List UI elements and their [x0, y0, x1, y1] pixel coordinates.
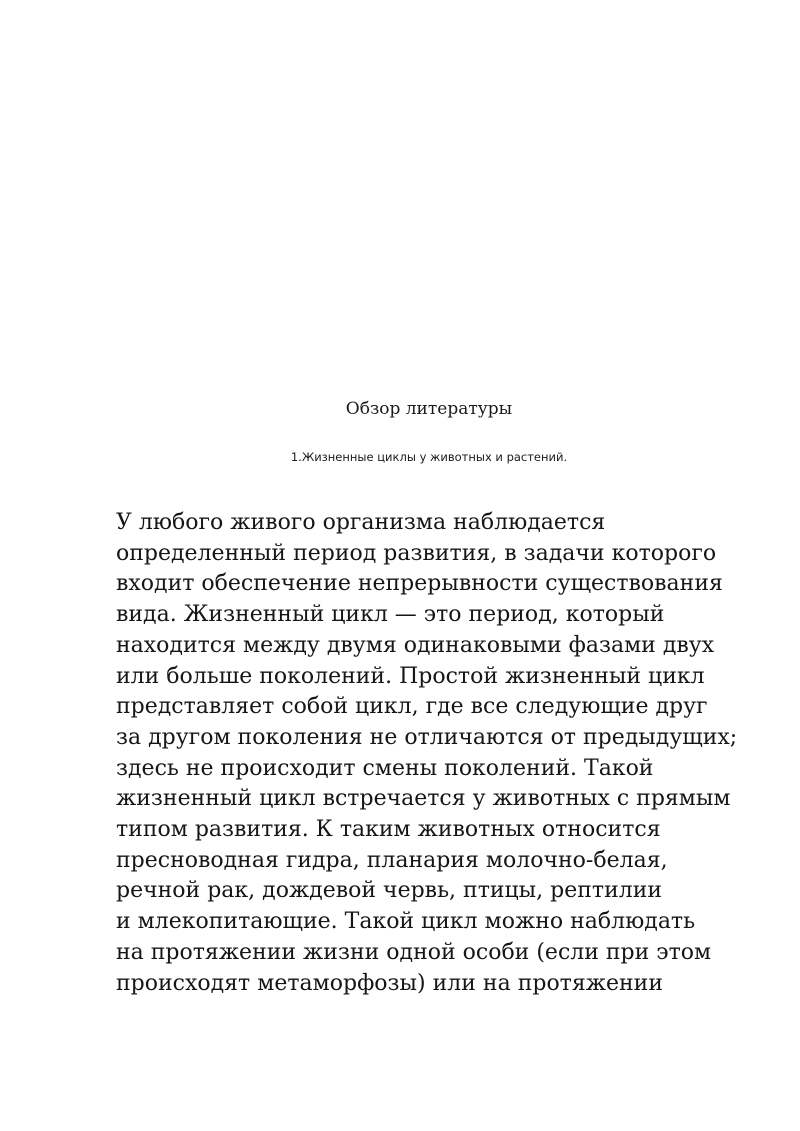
paragraph-line: за другом поколения не отличаются от предыдущих;: [116, 724, 738, 750]
paragraph-line: речной рак, дождевой червь, птицы, рептилии: [116, 878, 663, 904]
paragraph-line: входит обеспечение непрерывности существования: [116, 571, 723, 597]
paragraph-line: типом развития. К таким животных относится: [116, 817, 661, 843]
paragraph-line: здесь не происходит смены поколений. Такой: [116, 755, 654, 781]
paragraph-line: и млекопитающие. Такой цикл можно наблюдать: [116, 909, 696, 935]
paragraph-line: происходят метаморфозы) или на протяжении: [116, 970, 663, 996]
subsection-title: 1.Жизненные циклы у животных и растений.: [290, 450, 568, 464]
section-title: Обзор литературы: [345, 399, 513, 419]
paragraph-line: определенный период развития, в задачи которого: [116, 540, 717, 566]
paragraph-line: жизненный цикл встречается у животных с прямым: [116, 786, 731, 812]
paragraph-line: или больше поколений. Простой жизненный цикл: [116, 663, 705, 689]
paragraph-line: У любого живого организма наблюдается: [116, 510, 606, 535]
paragraph-line: пресноводная гидра, планария молочно-белая,: [116, 847, 668, 873]
paragraph-line: находится между двумя одинаковыми фазами двух: [116, 632, 715, 658]
paragraph-line: вида. Жизненный цикл — это период, который: [116, 602, 665, 628]
body-paragraph: [116, 508, 756, 999]
paragraph-line: на протяжении жизни одной особи (если при этом: [116, 939, 712, 965]
paragraph-line: представляет собой цикл, где все следующие друг: [116, 694, 708, 720]
